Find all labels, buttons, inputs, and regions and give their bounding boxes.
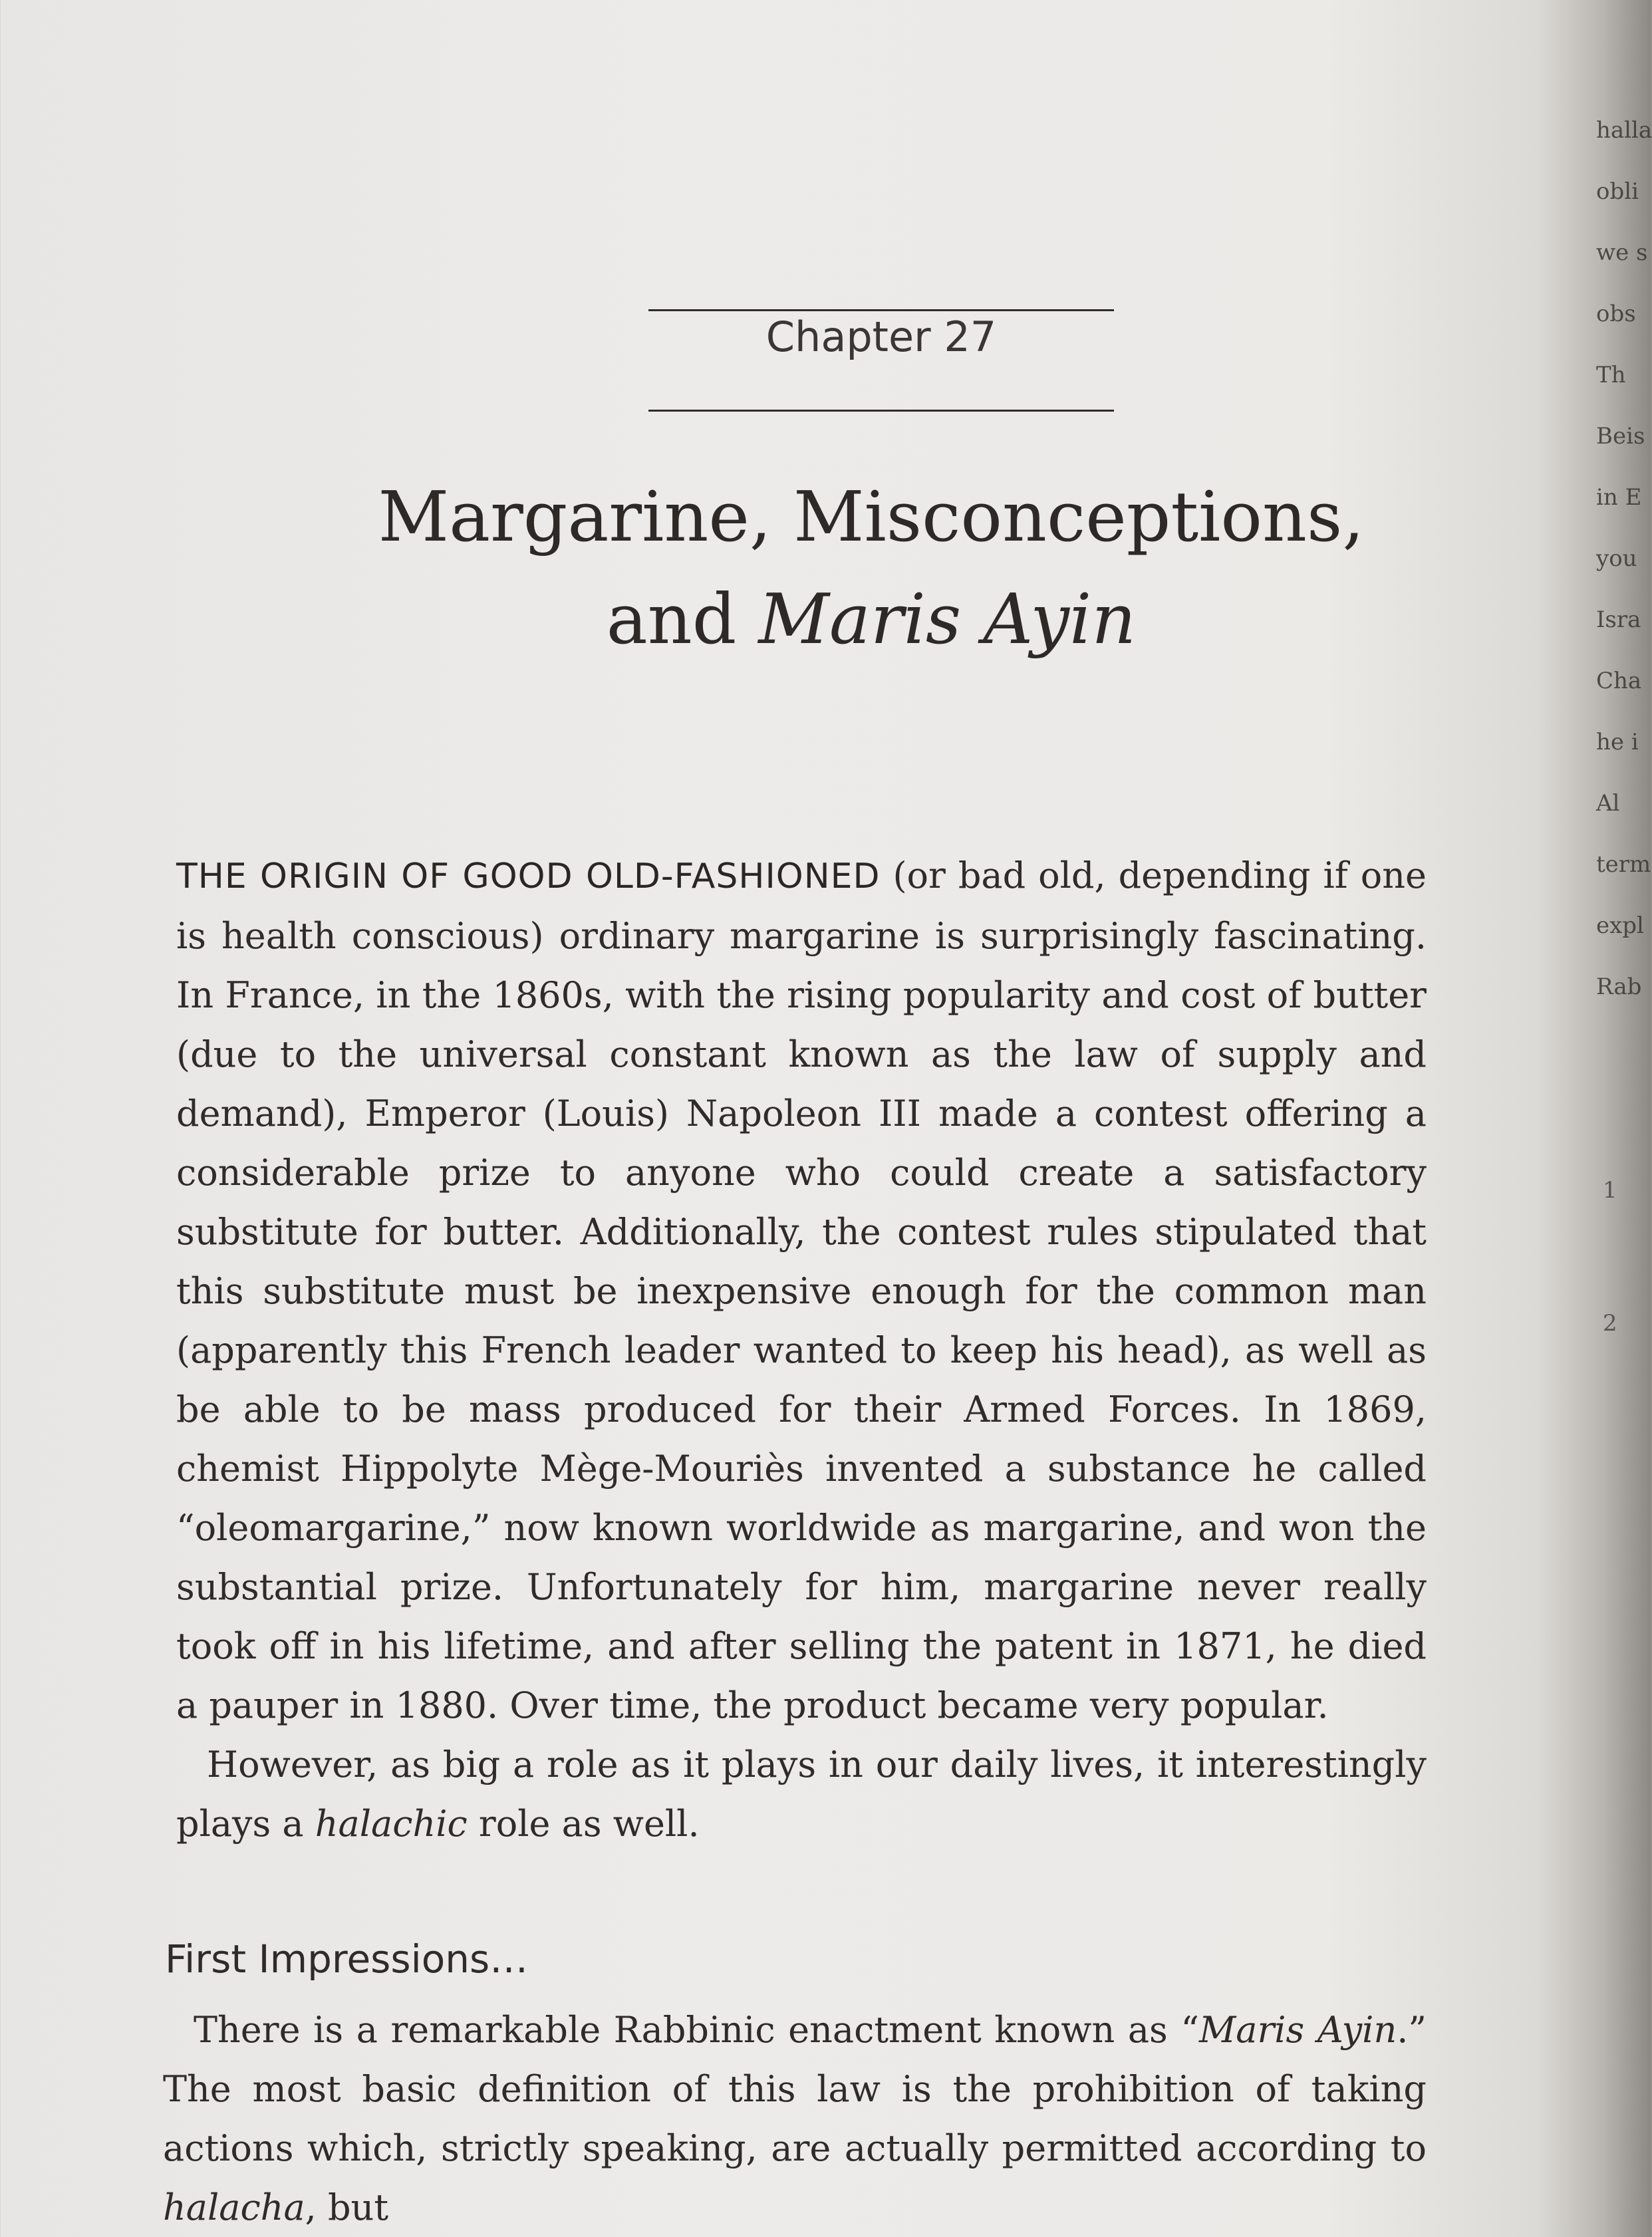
facing-fragment: he i [1596,729,1639,755]
chapter-title-line-1: Margarine, Misconceptions, [378,476,1365,557]
intro-paragraph-1 [176,846,1427,1735]
intro-paragraph-2 [176,1735,1427,1853]
footnote-mark-2: 2 [1603,1310,1617,1337]
chapter-title [266,465,1476,670]
facing-fragment: Th [1596,362,1626,388]
facing-fragment: we s [1596,239,1648,266]
chapter-rule-bottom [648,410,1114,412]
intro-p2-italic: halachic [315,1803,468,1845]
section-p-mid: .” The most basic definition of this law is the prohibition of taking actions which, strictly speaking, are actually permitted according to [163,2009,1427,2169]
facing-fragment: obs [1596,301,1636,327]
facing-page-fragments [1596,100,1652,1017]
chapter-rule-top [648,309,1114,311]
intro-p2-end: role as well. [467,1803,700,1845]
facing-fragment: Al [1596,790,1620,817]
facing-fragment: Rab [1596,974,1642,1000]
intro-paragraph-1-text: (or bad old, depending if one is health conscious) ordinary margarine is surprisingly fascinating. In France, in the 1860s, with the rising popularity and cost of butter (due to the universal constant known as the law of supply and demand), Emperor (Louis) Napoleon III made a contest offering a considerable prize to anyone who could create a satisfactory substitute for butter. Additionally, the contest rules stipulated that this substitute must be inexpensive enough for the common man (apparently this French leader wanted to keep his head), as well as be able to be mass produced for their Armed Forces. In 1869, chemist Hippolyte Mège-Mouriès invented a substance he called “oleomargarine,” now known worldwide as margarine, and won the substantial prize. Unfortunately for him, margarine never really took off in his lifetime, and after selling the patent in 1871, he died a pauper in 1880. Over time, the product became very popular. [176,855,1427,1726]
intro-p2-start: However, as big a role as it plays in our daily lives, it interestingly plays a [176,1744,1427,1845]
lead-small-caps: THE ORIGIN OF GOOD OLD-FASHIONED [176,856,881,896]
chapter-label: Chapter 27 [765,313,997,361]
facing-fragment: expl [1596,912,1644,939]
chapter-title-line-2 [266,568,1476,670]
title-italic: Maris Ayin [758,579,1137,660]
section-paragraph [163,2000,1427,2237]
facing-fragment: in E [1596,484,1642,511]
intro-body [176,846,1427,1853]
footnote-mark-1: 1 [1603,1177,1617,1204]
facing-fragment: you [1596,545,1637,572]
facing-fragment: Beis [1596,423,1645,450]
title-plain: and [606,579,759,660]
facing-fragment: Cha [1596,668,1642,694]
section-p-end: , but [305,2186,389,2228]
facing-fragment: obli [1596,178,1639,205]
facing-fragment: Isra [1596,606,1641,633]
facing-fragment: halla [1596,117,1652,144]
section-heading: First Impressions… [165,1936,529,1982]
section-p-italic-1: Maris Ayin [1198,2009,1397,2051]
section-body [163,2000,1427,2237]
section-p-italic-2: halacha [163,2186,305,2228]
section-p-start: There is a remarkable Rabbinic enactment known as “ [194,2009,1199,2051]
facing-fragment: term [1596,851,1651,878]
